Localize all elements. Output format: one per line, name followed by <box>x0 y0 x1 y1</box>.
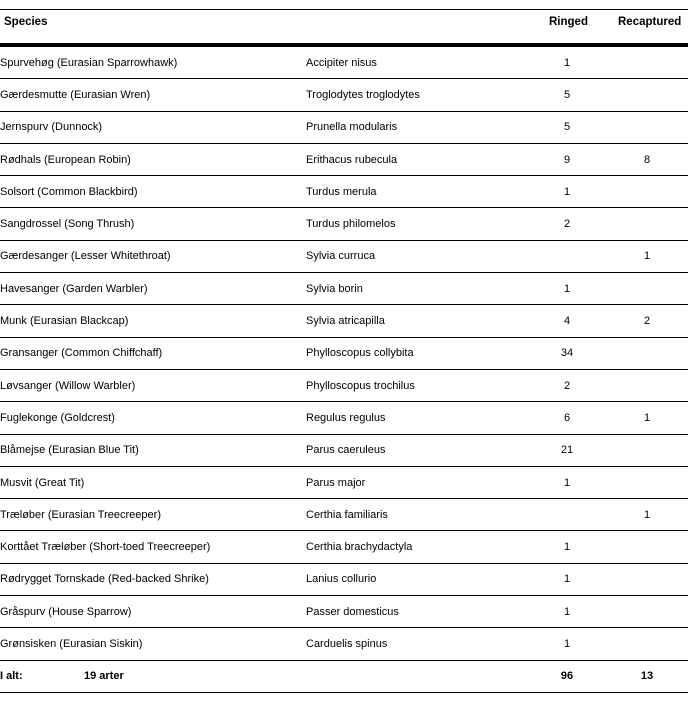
latin-name: Troglodytes troglodytes <box>306 88 420 101</box>
table-row <box>0 241 688 273</box>
table-row <box>0 435 688 467</box>
table-row <box>0 338 688 370</box>
table-body <box>0 47 688 661</box>
ringed-count: 5 <box>563 121 571 134</box>
table-row <box>0 208 688 240</box>
latin-name: Carduelis spinus <box>306 637 388 650</box>
latin-name: Passer domesticus <box>306 605 399 618</box>
ringed-count: 1 <box>563 476 571 489</box>
total-recaptured: 13 <box>640 670 654 683</box>
table-row <box>0 370 688 402</box>
header-recaptured: Recaptured <box>618 16 682 28</box>
common-name: Munk (Eurasian Blackcap) <box>0 315 129 328</box>
recaptured-count: 1 <box>643 411 651 424</box>
ringed-count: 4 <box>563 315 571 328</box>
common-name: Fuglekonge (Goldcrest) <box>0 411 115 424</box>
common-name: Solsort (Common Blackbird) <box>0 185 138 198</box>
recaptured-count: 1 <box>643 508 651 521</box>
total-label: I alt: <box>0 670 23 683</box>
latin-name: Sylvia atricapilla <box>306 315 385 328</box>
header-ringed: Ringed <box>549 16 588 28</box>
species-table <box>0 9 688 693</box>
latin-name: Regulus regulus <box>306 411 386 424</box>
total-ringed: 96 <box>560 670 574 683</box>
latin-name: Prunella modularis <box>306 121 398 134</box>
ringed-count: 1 <box>563 573 571 586</box>
common-name: Grønsisken (Eurasian Siskin) <box>0 637 143 650</box>
latin-name: Erithacus rubecula <box>306 153 398 166</box>
common-name: Rødrygget Tornskade (Red-backed Shrike) <box>0 573 209 586</box>
table-row <box>0 402 688 434</box>
latin-name: Certhia familiaris <box>306 508 388 521</box>
ringed-count: 2 <box>563 218 571 231</box>
ringed-count: 9 <box>563 153 571 166</box>
table-header <box>0 9 688 47</box>
common-name: Gransanger (Common Chiffchaff) <box>0 347 163 360</box>
table-row <box>0 596 688 628</box>
latin-name: Turdus merula <box>306 185 377 198</box>
common-name: Rødhals (European Robin) <box>0 153 131 166</box>
common-name: Træløber (Eurasian Treecreeper) <box>0 508 161 521</box>
common-name: Sangdrossel (Song Thrush) <box>0 218 135 231</box>
table-row <box>0 176 688 208</box>
ringed-count: 1 <box>563 541 571 554</box>
table-row <box>0 79 688 111</box>
common-name: Musvit (Great Tit) <box>0 476 85 489</box>
recaptured-count: 8 <box>643 153 651 166</box>
ringed-count: 1 <box>563 605 571 618</box>
ringed-count: 1 <box>563 185 571 198</box>
latin-name: Sylvia borin <box>306 282 363 295</box>
table-row <box>0 564 688 596</box>
latin-name: Accipiter nisus <box>306 56 377 69</box>
table-row <box>0 499 688 531</box>
common-name: Korttået Træløber (Short-toed Treecreeper) <box>0 541 211 554</box>
common-name: Spurvehøg (Eurasian Sparrowhawk) <box>0 56 178 69</box>
common-name: Gærdesanger (Lesser Whitethroat) <box>0 250 171 263</box>
table-row <box>0 273 688 305</box>
latin-name: Parus major <box>306 476 366 489</box>
ringed-count: 5 <box>563 88 571 101</box>
common-name: Havesanger (Garden Warbler) <box>0 282 148 295</box>
common-name: Gærdesmutte (Eurasian Wren) <box>0 88 151 101</box>
table-row <box>0 47 688 79</box>
latin-name: Certhia brachydactyla <box>306 541 413 554</box>
table-row <box>0 628 688 660</box>
latin-name: Phylloscopus trochilus <box>306 379 415 392</box>
table-row <box>0 531 688 563</box>
header-species: Species <box>4 16 48 28</box>
latin-name: Parus caeruleus <box>306 444 386 457</box>
table-row <box>0 305 688 337</box>
recaptured-count: 2 <box>643 315 651 328</box>
common-name: Blåmejse (Eurasian Blue Tit) <box>0 444 139 457</box>
latin-name: Sylvia curruca <box>306 250 376 263</box>
ringed-count: 34 <box>560 347 574 360</box>
latin-name: Phylloscopus collybita <box>306 347 414 360</box>
total-row <box>0 661 688 693</box>
table-row <box>0 144 688 176</box>
ringed-count: 1 <box>563 637 571 650</box>
recaptured-count: 1 <box>643 250 651 263</box>
ringed-count: 1 <box>563 282 571 295</box>
ringed-count: 1 <box>563 56 571 69</box>
ringed-count: 2 <box>563 379 571 392</box>
latin-name: Turdus philomelos <box>306 218 396 231</box>
common-name: Jernspurv (Dunnock) <box>0 121 103 134</box>
latin-name: Lanius collurio <box>306 573 377 586</box>
common-name: Gråspurv (House Sparrow) <box>0 605 132 618</box>
total-species-count: 19 arter <box>84 670 124 683</box>
ringed-count: 6 <box>563 411 571 424</box>
common-name: Løvsanger (Willow Warbler) <box>0 379 136 392</box>
table-row <box>0 112 688 144</box>
ringed-count: 21 <box>560 444 574 457</box>
table-row <box>0 467 688 499</box>
